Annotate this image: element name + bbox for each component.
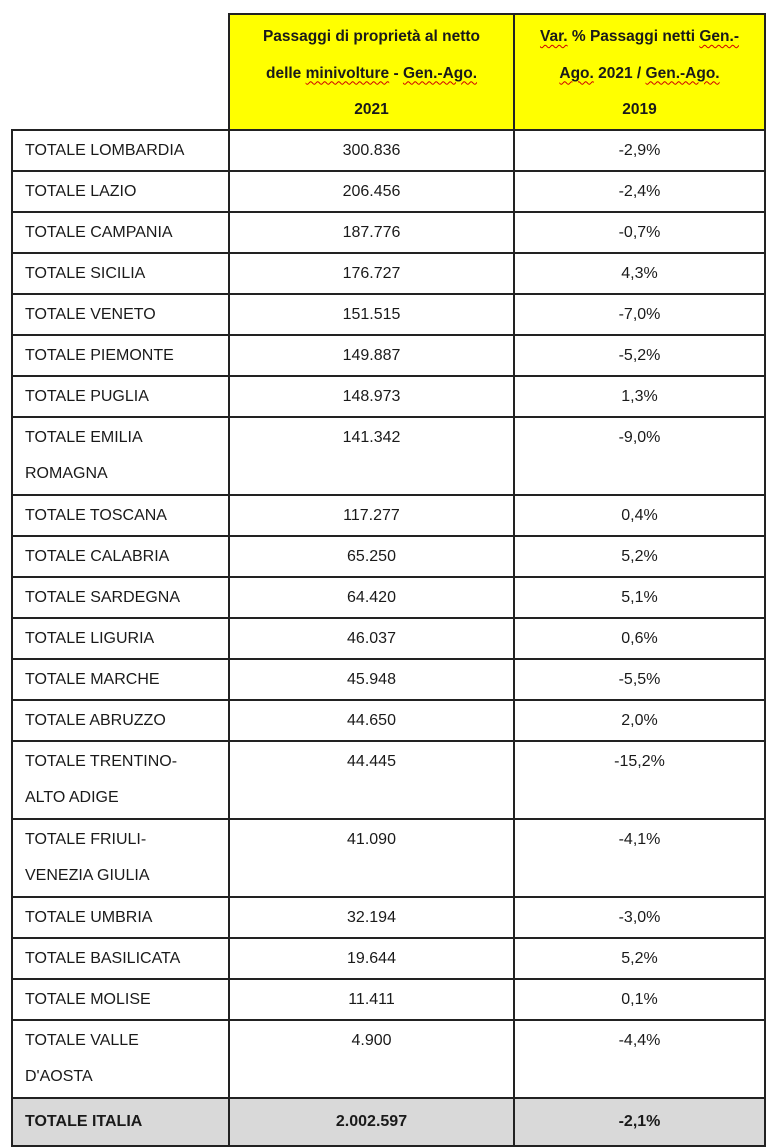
total-row	[12, 1098, 765, 1146]
percent-change: -5,5%	[514, 659, 765, 700]
transfers-value: 46.037	[229, 618, 514, 659]
percent-change: 5,2%	[514, 938, 765, 979]
table-row	[12, 495, 765, 536]
region-name-line: TOTALE FRIULI-	[25, 831, 147, 849]
region-name	[12, 130, 229, 171]
region-name-line: ROMAGNA	[25, 465, 108, 483]
transfers-value: 19.644	[229, 938, 514, 979]
table-row	[12, 130, 765, 171]
region-name-line: TOTALE SICILIA	[25, 265, 146, 283]
transfers-value: 300.836	[229, 130, 514, 171]
percent-change: -2,4%	[514, 171, 765, 212]
transfers-value: 149.887	[229, 335, 514, 376]
region-name-line: D'AOSTA	[25, 1068, 93, 1086]
header-line: minivolture	[305, 64, 390, 82]
transfers-value: 44.650	[229, 700, 514, 741]
percent-change: -4,1%	[514, 819, 765, 897]
table-body	[12, 130, 765, 1098]
header-line: 2019	[622, 101, 657, 119]
percent-change: -5,2%	[514, 335, 765, 376]
region-name	[12, 253, 229, 294]
region-name	[12, 417, 229, 495]
header-line: delle	[265, 64, 306, 82]
percent-change: 5,2%	[514, 536, 765, 577]
region-name-line: TOTALE PIEMONTE	[25, 347, 174, 365]
region-name-line: TOTALE CALABRIA	[25, 548, 170, 566]
table-row	[12, 618, 765, 659]
region-name-line: TOTALE UMBRIA	[25, 909, 153, 927]
transfers-value: 41.090	[229, 819, 514, 897]
header-line: Gen.-Ago.	[645, 64, 720, 82]
table-row	[12, 335, 765, 376]
region-name	[12, 294, 229, 335]
transfers-value: 64.420	[229, 577, 514, 618]
total-change: -2,1%	[514, 1098, 765, 1146]
region-name-line: TOTALE BASILICATA	[25, 950, 181, 968]
region-name	[12, 659, 229, 700]
header-line: % Passaggi netti	[567, 28, 700, 45]
transfers-value: 206.456	[229, 171, 514, 212]
region-name	[12, 1020, 229, 1098]
region-name	[12, 376, 229, 417]
region-name	[12, 335, 229, 376]
table-row	[12, 171, 765, 212]
percent-change: -3,0%	[514, 897, 765, 938]
transfers-value: 11.411	[229, 979, 514, 1020]
transfers-value: 148.973	[229, 376, 514, 417]
region-name-line: TOTALE EMILIA	[25, 429, 143, 447]
percent-change: 0,4%	[514, 495, 765, 536]
percent-change: -7,0%	[514, 294, 765, 335]
region-name	[12, 171, 229, 212]
region-name-line: TOTALE LOMBARDIA	[25, 142, 185, 160]
table-row	[12, 212, 765, 253]
table-row	[12, 294, 765, 335]
transfers-value: 151.515	[229, 294, 514, 335]
percent-change: 5,1%	[514, 577, 765, 618]
table-row	[12, 536, 765, 577]
region-name	[12, 212, 229, 253]
region-name-line: TOTALE CAMPANIA	[25, 224, 173, 242]
header-line: Passaggi di proprietà al netto	[262, 28, 481, 45]
region-name	[12, 577, 229, 618]
header-line: Gen.-	[699, 28, 739, 45]
region-name-line: ALTO ADIGE	[25, 789, 119, 807]
region-name-line: TOTALE VALLE	[25, 1032, 139, 1050]
table-row	[12, 741, 765, 819]
table-row	[12, 938, 765, 979]
region-name	[12, 741, 229, 819]
table-row	[12, 979, 765, 1020]
transfers-value: 32.194	[229, 897, 514, 938]
region-name-line: TOTALE SARDEGNA	[25, 589, 180, 607]
transfers-value: 45.948	[229, 659, 514, 700]
region-name	[12, 979, 229, 1020]
region-name	[12, 536, 229, 577]
transfers-value: 4.900	[229, 1020, 514, 1098]
header-line: Gen.-Ago.	[402, 64, 478, 82]
percent-change: 0,6%	[514, 618, 765, 659]
header-line: -	[389, 64, 403, 82]
region-name-line: TOTALE MOLISE	[25, 991, 151, 1009]
region-name	[12, 897, 229, 938]
header-line: 2021	[354, 101, 389, 119]
region-name-line: TOTALE PUGLIA	[25, 388, 149, 406]
table-row	[12, 659, 765, 700]
transfers-value: 117.277	[229, 495, 514, 536]
header-change-vs-2019	[514, 14, 765, 130]
percent-change: 0,1%	[514, 979, 765, 1020]
table-row	[12, 700, 765, 741]
region-name-line: TOTALE TOSCANA	[25, 507, 167, 525]
transfers-value: 65.250	[229, 536, 514, 577]
header-line: Ago.	[559, 64, 594, 82]
region-name-line: TOTALE LAZIO	[25, 183, 137, 201]
header-row	[12, 14, 765, 130]
registrations-table	[11, 13, 766, 1147]
transfers-value: 176.727	[229, 253, 514, 294]
table-row	[12, 897, 765, 938]
header-line: 2021 /	[593, 64, 646, 82]
region-name	[12, 819, 229, 897]
transfers-value: 141.342	[229, 417, 514, 495]
region-name	[12, 700, 229, 741]
table-row	[12, 819, 765, 897]
header-transfers-2021	[229, 14, 514, 130]
percent-change: -2,9%	[514, 130, 765, 171]
region-name	[12, 495, 229, 536]
header-empty-cell	[12, 14, 229, 130]
region-name	[12, 618, 229, 659]
region-name-line: TOTALE VENETO	[25, 306, 156, 324]
percent-change: 2,0%	[514, 700, 765, 741]
total-value: 2.002.597	[229, 1098, 514, 1146]
table-row	[12, 376, 765, 417]
transfers-value: 187.776	[229, 212, 514, 253]
total-name: TOTALE ITALIA	[12, 1098, 229, 1146]
table-row	[12, 1020, 765, 1098]
percent-change: -4,4%	[514, 1020, 765, 1098]
percent-change: -0,7%	[514, 212, 765, 253]
table-row	[12, 577, 765, 618]
region-name-line: TOTALE MARCHE	[25, 671, 160, 689]
table-row	[12, 253, 765, 294]
percent-change: -9,0%	[514, 417, 765, 495]
region-name-line: VENEZIA GIULIA	[25, 867, 150, 885]
percent-change: -15,2%	[514, 741, 765, 819]
header-line: Var.	[539, 28, 568, 45]
region-name-line: TOTALE TRENTINO-	[25, 753, 178, 771]
percent-change: 1,3%	[514, 376, 765, 417]
region-name	[12, 938, 229, 979]
region-name-line: TOTALE LIGURIA	[25, 630, 155, 648]
percent-change: 4,3%	[514, 253, 765, 294]
region-name-line: TOTALE ABRUZZO	[25, 712, 166, 730]
transfers-value: 44.445	[229, 741, 514, 819]
table-row	[12, 417, 765, 495]
